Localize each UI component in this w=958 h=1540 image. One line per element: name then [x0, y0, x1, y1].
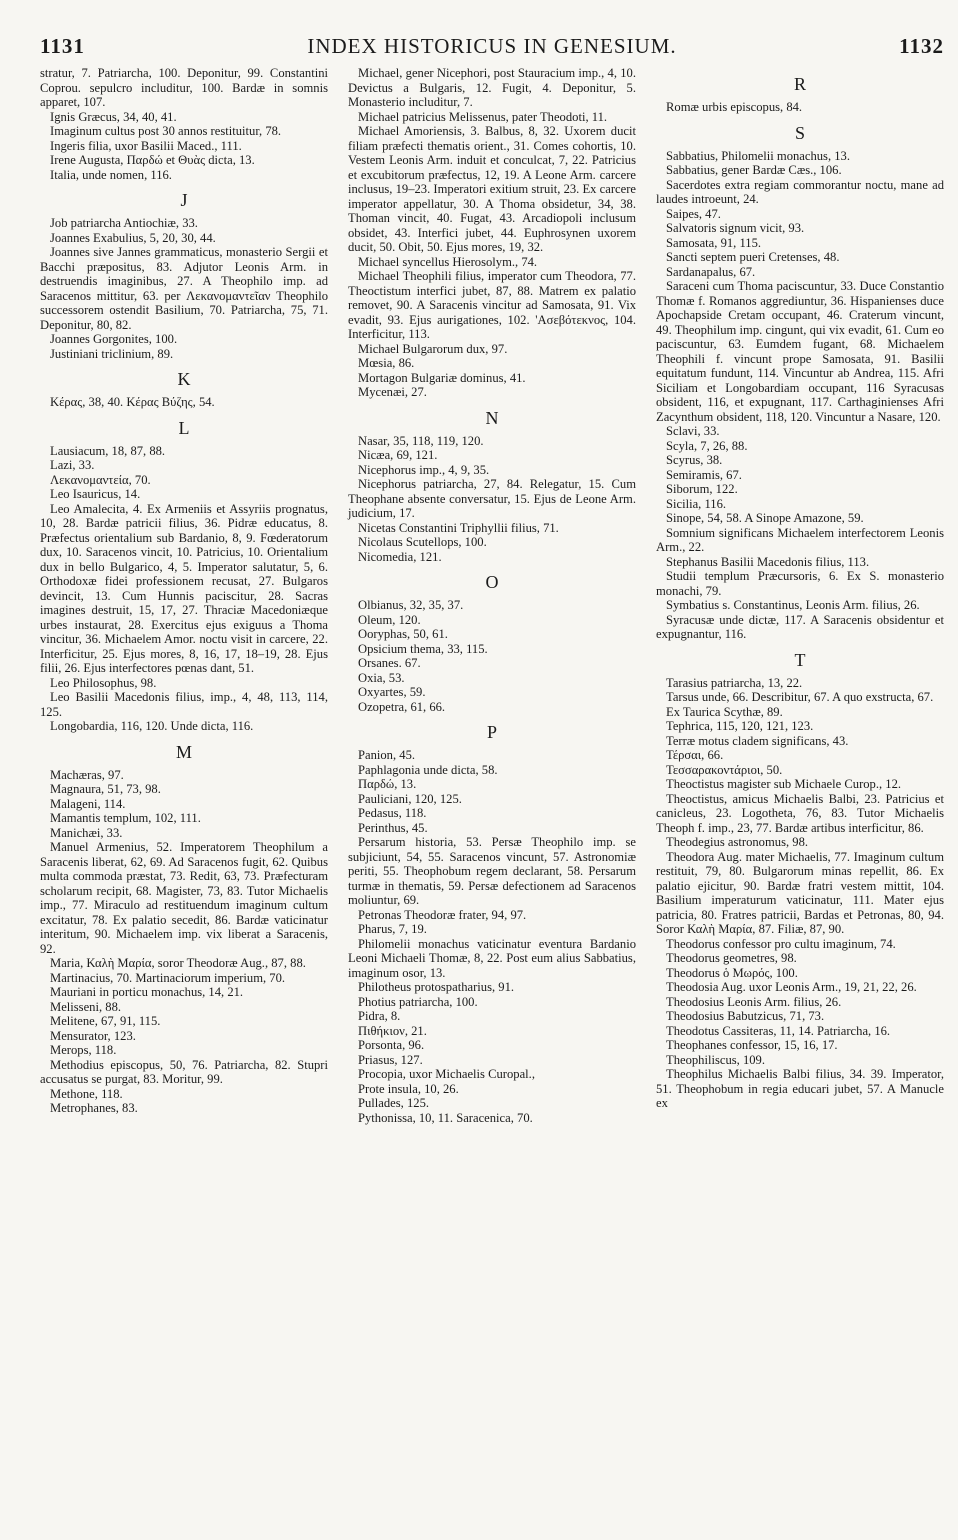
- index-columns: [40, 66, 944, 1125]
- index-entry: Michael, gener Nicephori, post Stauracium imp., 4, 10. Devictus a Bulgaris, 12. Fugit, 4. Deponitur, 5. Monasterio includitur, 7.: [348, 66, 636, 109]
- index-entry: Panion, 45.: [358, 748, 416, 762]
- index-entry: Scyla, 7, 26, 88.: [666, 438, 748, 453]
- index-entry: Τεσσαρακοντάριοι, 50.: [666, 762, 783, 777]
- index-entry: Sinope, 54, 58. A Sinope Amazone, 59.: [666, 511, 864, 525]
- index-entry: Scyrus, 38.: [666, 453, 723, 467]
- index-entry: Nicolaus Scutellops, 100.: [358, 535, 487, 549]
- index-entry: Prote insula, 10, 26.: [358, 1081, 459, 1096]
- index-entry: Mamantis templum, 102, 111.: [50, 811, 201, 825]
- index-entry: Theodosia Aug. uxor Leonis Arm., 19, 21, 22, 26.: [666, 980, 917, 994]
- index-entry: Ingeris filia, uxor Basilii Maced., 111.: [50, 138, 242, 153]
- section-letter: K: [177, 369, 191, 389]
- index-entry: Τέρσαι, 66.: [666, 748, 724, 762]
- index-entry: Nicetas Constantini Triphyllii filius, 71.: [358, 520, 559, 535]
- section-letter: M: [175, 741, 192, 762]
- index-entry: Joannes Gorgonites, 100.: [50, 332, 178, 346]
- index-entry: Nicæa, 69, 121.: [358, 448, 438, 462]
- index-entry: Mycenæi, 27.: [358, 385, 427, 399]
- index-entry: Magnaura, 51, 73, 98.: [50, 782, 161, 796]
- index-entry: Theodorus geometres, 98.: [666, 951, 797, 965]
- index-entry: Theodosius Babutzicus, 71, 73.: [666, 1009, 825, 1023]
- index-entry: Malageni, 114.: [50, 796, 126, 811]
- section-letter: P: [486, 722, 497, 742]
- index-entry: Ex Taurica Scythæ, 89.: [666, 704, 783, 719]
- index-entry: Terræ motus cladem significans, 43.: [666, 733, 849, 748]
- index-entry: Oxia, 53.: [358, 670, 405, 685]
- index-entry: Maria, Καλὴ Μαρία, soror Theodoræ Aug., 87, 88.: [50, 956, 306, 970]
- index-entry: Leo Philosophus, 98.: [50, 675, 157, 690]
- index-entry: Oxyartes, 59.: [358, 685, 426, 699]
- index-entry: Nicephorus imp., 4, 9, 35.: [358, 462, 490, 477]
- index-entry: Merops, 118.: [50, 1043, 117, 1057]
- index-entry: Studii templum Præcursoris, 6. Ex S. monasterio monachi, 79.: [656, 569, 944, 598]
- index-entry: Melitene, 67, 91, 115.: [50, 1014, 161, 1028]
- index-entry: Italia, unde nomen, 116.: [50, 167, 172, 182]
- index-entry: Pharus, 7, 19.: [358, 922, 427, 936]
- index-entry: Mortagon Bulgariæ dominus, 41.: [358, 370, 526, 385]
- index-entry: Leo Amalecita, 4. Ex Armeniis et Assyriis prognatus, 10, 28. Bardæ patricii filius, 36. Pidræ educatus, 8. Præfectus orientalium sub Bardanio, 8, 9. Fœderatorum dux, 10. Saracenos vincit, 10. Patricius, 10. Orientalium dux in bello Bulgarico, 4, 5. Imperator salutatur, 5, 6. Orthodoxæ fidei professionem recusat, 27. Bulgaros devincit, 13. Cum Hunnis paciscitur, 28. Sacras imagines destruit, 15, 17, 27. Thraciæ Macedoniæque urbes instaurat, 28. Exercitus ejus exiguus a Thoma vincitur, 36. Michaelem Amor. noctu visit in carcere, 22. Interficitur, 25. Ejus mores, 8, 16, 17, 18–19, 28. Ejus filii, 26. Ejus interfectores pœnas dant, 51.: [40, 501, 328, 675]
- section-letter: N: [485, 407, 499, 428]
- index-entry: Metrophanes, 83.: [50, 1101, 138, 1115]
- index-entry: Somnium significans Michaelem interfectorem Leonis Arm., 22.: [656, 525, 944, 554]
- index-entry: Sicilia, 116.: [666, 496, 727, 511]
- index-entry: Λεκανομαντεία, 70.: [50, 472, 151, 487]
- index-entry: Tephrica, 115, 120, 121, 123.: [666, 719, 814, 733]
- index-entry: Sancti septem pueri Cretenses, 48.: [666, 250, 840, 264]
- index-entry: Sacerdotes extra regiam commorantur noctu, mane ad laudes introeunt, 24.: [656, 177, 944, 206]
- section-letter: R: [793, 74, 806, 94]
- index-column-1: [40, 66, 328, 1125]
- index-entry: Theodotus Cassiteras, 11, 14. Patriarcha, 16.: [666, 1023, 891, 1038]
- index-entry: Orsanes. 67.: [358, 656, 421, 670]
- index-entry: Lazi, 33.: [50, 458, 95, 472]
- index-entry: Nicephorus patriarcha, 27, 84. Relegatur, 15. Cum Theophane absente conversatur, 15. Ejus de Leone Arm. judicium, 17.: [348, 477, 636, 520]
- index-entry: Imaginum cultus post 30 annos restituitur, 78.: [50, 124, 282, 138]
- index-entry: Longobardia, 116, 120. Unde dicta, 116.: [50, 719, 254, 733]
- index-entry: Nicomedia, 121.: [358, 549, 442, 564]
- index-entry: Michael Amoriensis, 3. Balbus, 8, 32. Uxorem ducit filiam præfecti thematis orient., 31. Comes cohortis, 10. Vestem Leonis Arm. induit et conculcat, 7, 22. Patricius et excubitorum præfectus, 12, 19. A Leone Arm. carcere inclusus, 19–23. Imperatori exitium struit, 23. Ex carcere imperator appellatur, 30. A Thoma obsidetur, 34, 38. Thoman vincit, 40. Fugat, 43. Arcadiopoli inclusum obsidet, 43. Interfici jubet, 44. Euphrosynen uxorem ducit, 50. Obit, 50. Ejus mores, 19, 32.: [348, 124, 636, 254]
- index-entry: Philotheus protospatharius, 91.: [358, 980, 515, 994]
- index-entry: Ooryphas, 50, 61.: [358, 627, 448, 641]
- index-entry: Michael Bulgarorum dux, 97.: [358, 341, 508, 356]
- index-entry: Saraceni cum Thoma paciscuntur, 33. Duce Constantio Thomæ f. Romanos aggrediuntur, 36. Hispanienses duce Apochapside Cretam occupant, 46. Craterum vincunt, 49. Theophilum imp. cingunt, qui vix evadit, 61. Cum eo paciscuntur, 63. Eumdem fugant, 68. Michaelem Theophili f. vincunt prope Samosata, 91. Basilii equitatum fundunt, 114. Vincuntur ab Andrea, 115. Afri Siciliam et Longobardiam occupant, 116 Syracusas obsident, 116, et expugnant, 117. Carthaginienses Afri Zacynthum obsident, 118, 120. Vincuntur a Nasare, 120.: [656, 279, 944, 424]
- index-entry: Κέρας, 38, 40. Κέρας Βύζης, 54.: [50, 395, 215, 409]
- index-entry: Tarsus unde, 66. Describitur, 67. A quo exstructa, 67.: [666, 690, 934, 704]
- index-entry: Syracusæ unde dictæ, 117. A Saracenis obsidentur et expugnantur, 116.: [656, 612, 944, 641]
- index-entry: Joannes sive Jannes grammaticus, monasterio Sergii et Bacchi præpositus, 83. Adjutor Leonis Arm. in destruendis imaginibus, 27. A Theophilo imp. ad Saracenos mittitur, 63. per Λεκανομαντεῖαν Theophilo successorem ostendit Basilium, 70. Patriarcha, 75, 71. Deponitur, 80, 82.: [40, 245, 328, 332]
- index-entry: Pauliciani, 120, 125.: [358, 791, 462, 806]
- index-entry: Persarum historia, 53. Persæ Theophilo imp. se subjiciunt, 54, 55. Saracenos vincunt, 57. Astronomiæ periti, 55. Theophobum regem declarant, 58. Persarum turmæ in thematis, 59. Persæ defectionem ad Saracenos moliuntur, 69.: [348, 835, 636, 907]
- index-entry: Sclavi, 33.: [666, 424, 720, 438]
- index-entry: Petronas Theodoræ frater, 94, 97.: [358, 907, 527, 922]
- index-entry: Martinacius, 70. Martinaciorum imperium, 70.: [50, 970, 286, 985]
- index-entry: Salvatoris signum vicit, 93.: [666, 221, 805, 235]
- index-entry: Παρδώ, 13.: [358, 777, 417, 791]
- index-entry: Theophiliscus, 109.: [666, 1052, 765, 1067]
- index-entry: Nasar, 35, 118, 119, 120.: [358, 433, 484, 448]
- index-entry: Pullades, 125.: [358, 1096, 430, 1110]
- section-letter: J: [180, 190, 188, 210]
- index-entry: Opsicium thema, 33, 115.: [358, 641, 488, 656]
- index-entry: Oleum, 120.: [358, 612, 421, 627]
- index-entry: Tarasius patriarcha, 13, 22.: [666, 675, 803, 690]
- index-column-2: [348, 66, 636, 1125]
- index-entry-continued: stratur, 7. Patriarcha, 100. Deponitur, 99. Constantini Coprou. sepulcro includitur, 100. Bardæ in somnis apparet, 107.: [40, 66, 328, 109]
- index-entry: Melisseni, 88.: [50, 999, 122, 1014]
- index-entry: Theodorus ὁ Μωρός, 100.: [666, 965, 798, 980]
- index-entry: Job patriarcha Antiochiæ, 33.: [50, 216, 198, 230]
- index-entry: Ozopetra, 61, 66.: [358, 699, 446, 714]
- index-entry: Theoctistus magister sub Michaele Curop., 12.: [666, 777, 902, 791]
- index-entry: Paphlagonia unde dicta, 58.: [358, 762, 498, 777]
- index-entry: Theodosius Leonis Arm. filius, 26.: [666, 994, 842, 1009]
- index-entry: Sabbatius, Philomelii monachus, 13.: [666, 148, 850, 163]
- index-entry: Philomelii monachus vaticinatur eventura Bardanio Leoni Michaeli Thomæ, 8, 22. Post eum alius Sabbatius, imaginum osor, 13.: [348, 936, 636, 980]
- index-entry: Theoctistus, amicus Michaelis Balbi, 23. Patricius et canicleus, 23. Logotheta, 76, 83. Tutor Michaelis Theoph f. imp., 23, 77. Bardæ artibus interficitur, 86.: [656, 791, 944, 835]
- index-entry: Sabbatius, gener Bardæ Cæs., 106.: [666, 163, 842, 177]
- index-entry: Mœsia, 86.: [358, 356, 415, 370]
- index-entry: Procopia, uxor Michaelis Curopal.,: [358, 1067, 535, 1081]
- index-entry: Joannes Exabulius, 5, 20, 30, 44.: [50, 230, 216, 245]
- index-entry: Lausiacum, 18, 87, 88.: [50, 443, 166, 458]
- index-entry: Methone, 118.: [50, 1086, 123, 1101]
- index-entry: Symbatius s. Constantinus, Leonis Arm. filius, 26.: [666, 598, 920, 612]
- index-entry: Saipes, 47.: [666, 206, 721, 221]
- index-entry: Sardanapalus, 67.: [666, 264, 756, 279]
- index-entry: Manuel Armenius, 52. Imperatorem Theophilum a Saracenis liberat, 62, 69. Ad Saracenos fugit, 62. Quibus multa commoda præstat, 73. Redit, 63, 73. Præfecturam scholarum recipit, 68. Magister, 73, 83. Tutor Michaelis imp., 77. Miraculo ad restituendum imaginum cultum excitatur, 78. Ex palatio secedit, 86. Bardæ vaticinatur interitum, 90. Michaelem imp. vix liberat a Saracenis, 92.: [40, 840, 328, 956]
- index-entry: Mensurator, 123.: [50, 1028, 136, 1043]
- index-entry: Michael patricius Melissenus, pater Theodoti, 11.: [358, 109, 608, 124]
- section-letter: L: [178, 417, 190, 438]
- index-entry: Theodegius astronomus, 98.: [666, 835, 809, 849]
- index-entry: Methodius episcopus, 50, 76. Patriarcha, 82. Stupri accusatus se purgat, 83. Moritur, 99.: [40, 1057, 328, 1086]
- index-entry: Semiramis, 67.: [666, 467, 742, 482]
- index-entry: Machæras, 97.: [50, 767, 124, 782]
- index-entry: Perinthus, 45.: [358, 820, 428, 835]
- index-entry: Theodorus confessor pro cultu imaginum, 74.: [666, 936, 896, 951]
- index-entry: Michael Theophili filius, imperator cum Theodora, 77. Theoctistum interfici jubet, 87, 88. Matrem ex palatio removet, 90. A Saracenis vincitur ad Samosata, 91. Vix evadit, 93. Ejus aurigationes, 102. 'Ασεβότεκνος, 104. Interficitur, 113.: [348, 269, 636, 341]
- index-entry: Pedasus, 118.: [358, 806, 427, 820]
- index-entry: Theodora Aug. mater Michaelis, 77. Imaginum cultum restituit, 79, 80. Bulgarorum minas repellit, 86. Ex palatio ejicitur, 90. Bardæ fratri vestem mittit, 104. Basilium imperaturum vaticinatur, 111. Mater ejus patricia, 80. Fratres patricii, Bardas et Petronas, 80, 94. Soror Καλὴ Μαρία, 87. Filiæ, 87, 90.: [656, 849, 944, 936]
- index-entry: Olbianus, 32, 35, 37.: [358, 598, 464, 612]
- index-entry: Pidra, 8.: [358, 1009, 401, 1023]
- index-entry: Πιθήκιον, 21.: [358, 1023, 427, 1038]
- index-entry: Theophilus Michaelis Balbi filius, 34. 39. Imperator, 51. Theophobum in regia educari jubet, 57. A Manucle ex: [656, 1067, 944, 1110]
- index-entry: Porsonta, 96.: [358, 1038, 425, 1052]
- index-entry: Photius patriarcha, 100.: [358, 994, 478, 1009]
- index-entry: Pythonissa, 10, 11. Saracenica, 70.: [358, 1110, 533, 1125]
- index-entry: Theophanes confessor, 15, 16, 17.: [666, 1038, 838, 1052]
- section-letter: S: [794, 122, 805, 143]
- running-header: [40, 34, 944, 60]
- index-entry: Justiniani triclinium, 89.: [50, 346, 174, 361]
- index-entry: Romæ urbis episcopus, 84.: [666, 100, 803, 114]
- section-letter: O: [485, 572, 499, 592]
- index-entry: Priasus, 127.: [358, 1052, 423, 1067]
- index-entry: Manichæi, 33.: [50, 825, 123, 840]
- index-entry: Ignis Græcus, 34, 40, 41.: [50, 109, 177, 124]
- index-entry: Stephanus Basilii Macedonis filius, 113.: [666, 554, 870, 569]
- index-entry: Siborum, 122.: [666, 482, 738, 496]
- index-entry: Michael syncellus Hierosolym., 74.: [358, 254, 538, 269]
- section-letter: T: [794, 649, 806, 670]
- page-number-right: 1132: [899, 34, 944, 58]
- index-entry: Leo Isauricus, 14.: [50, 487, 141, 501]
- index-entry: Samosata, 91, 115.: [666, 235, 762, 250]
- page-number-left: 1131: [40, 34, 85, 58]
- index-column-3: [656, 66, 944, 1125]
- index-entry: Mauriani in porticu monachus, 14, 21.: [50, 985, 244, 999]
- index-entry: Leo Basilii Macedonis filius, imp., 4, 48, 113, 114, 125.: [40, 690, 328, 719]
- page-title: INDEX HISTORICUS IN GENESIUM.: [307, 34, 677, 58]
- index-entry: Irene Augusta, Παρδώ et Θυὰς dicta, 13.: [50, 153, 255, 167]
